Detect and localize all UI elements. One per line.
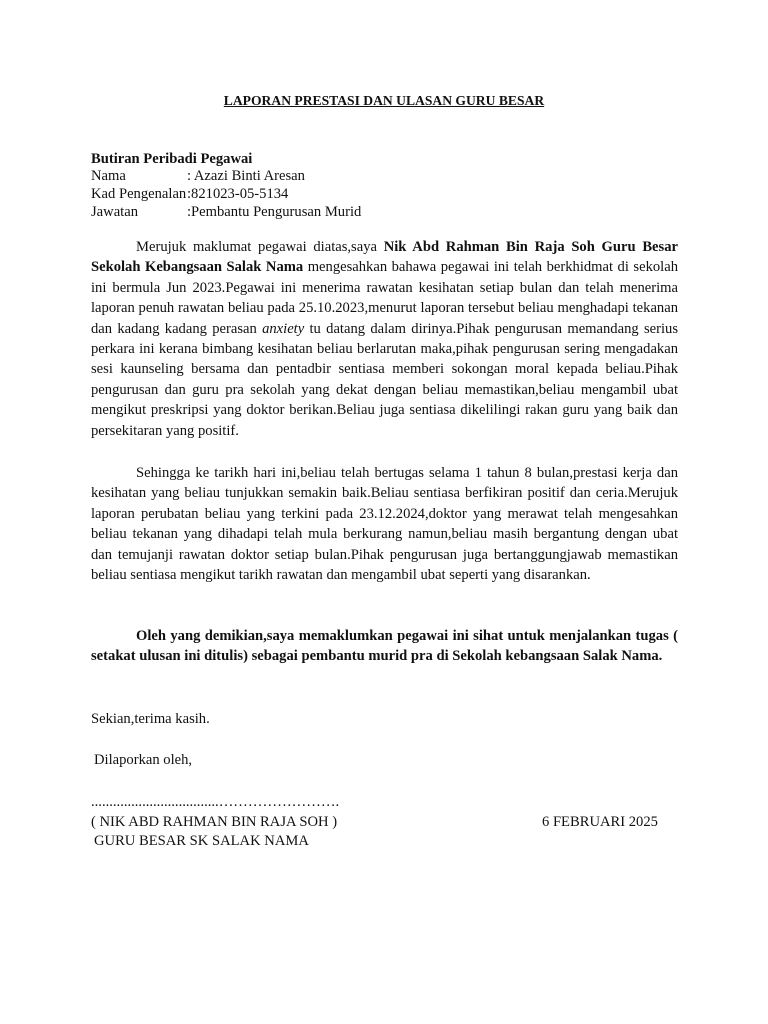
- signatory-name: ( NIK ABD RAHMAN BIN RAJA SOH ): [91, 814, 338, 830]
- document-title: LAPORAN PRESTASI DAN ULASAN GURU BESAR: [223, 93, 545, 108]
- detail-label: Jawatan: [91, 204, 139, 220]
- personal-details: [91, 167, 678, 221]
- paragraph-1: [91, 237, 678, 441]
- detail-row-name: [91, 167, 678, 185]
- p1-italic-word: anxiety: [262, 320, 305, 337]
- paragraph-3: Oleh yang demikian,saya memaklumkan pegawai ini sihat untuk menjalankan tugas ( setakat ulusan ini ditulis) sebagai pembantu murid pra di Sekolah kebangsaan Salak Nama.: [91, 628, 678, 665]
- reported-by: Dilaporkan oleh,: [94, 752, 193, 768]
- detail-value: :821023-05-5134: [187, 186, 289, 202]
- paragraph-2: Sehingga ke tarikh hari ini,beliau telah bertugas selama 1 tahun 8 bulan,prestasi kerja dan kesihatan yang beliau tunjukkan semakin baik.Beliau sentiasa berfikiran positif dan ceria.Merujuk laporan perubatan beliau yang terkini pada 23.12.2024,doktor yang merawat telah mengesahkan beliau tekanan yang dihadapi telah mula berkurang namun,beliau masih bergantung dengan ubat dan temujanji rawatan doktor setiap bulan.Pihak pengurusan juga bertanggungjawab memastikan beliau sentiasa mengikut tarikh rawatan dan mengambil ubat seperti yang disarankan.: [91, 465, 678, 584]
- p1-end: tu datang dalam dirinya.Pihak pengurusan memandang serius perkara ini kerana bimbang kesihatan beliau berlarutan maka,pihak pengurusan sering mengadakan sesi kaunseling bersama dan pentadbir sentiasa memberi sokongan moral kepada beliau.Pihak pengurusan dan guru pra sekolah yang dekat dengan beliau memastikan,beliau mengambil ubat mengikut preskripsi yang doktor berikan.Beliau juga sentiasa dikelilingi rakan guru yang baik dan persekitaran yang positif.: [91, 320, 679, 439]
- closing-text: Sekian,terima kasih.: [91, 711, 210, 727]
- detail-value: :Pembantu Pengurusan Murid: [187, 204, 362, 220]
- p1-bold-name: Nik Abd Rahman Bin Raja Soh Guru Besar Sekolah Kebangsaan Salak Nama: [91, 239, 678, 276]
- signatory-role: GURU BESAR SK SALAK NAMA: [94, 833, 309, 849]
- section-heading: Butiran Peribadi Pegawai: [91, 151, 253, 167]
- detail-row-ic: [91, 185, 678, 203]
- detail-label: Kad Pengenalan: [91, 186, 187, 202]
- report-date: 6 FEBRUARI 2025: [542, 814, 658, 830]
- p1-middle: mengesahkan bahawa pegawai ini telah berkhidmat di sekolah ini bermula Jun 2023.Pegawai ini menerima rawatan kesihatan setiap bulan dan telah menerima laporan penuh rawatan beliau pada 25.10.2023,menurut laporan tersebut beliau menghadapi tekanan dan kadang kadang perasan: [91, 259, 678, 337]
- signature-line: ...................................…………………….: [91, 794, 340, 810]
- p1-intro: Merujuk maklumat pegawai diatas,saya: [136, 239, 384, 255]
- detail-label: Nama: [91, 168, 126, 184]
- detail-row-position: [91, 203, 678, 221]
- detail-value: : Azazi Binti Aresan: [187, 168, 305, 184]
